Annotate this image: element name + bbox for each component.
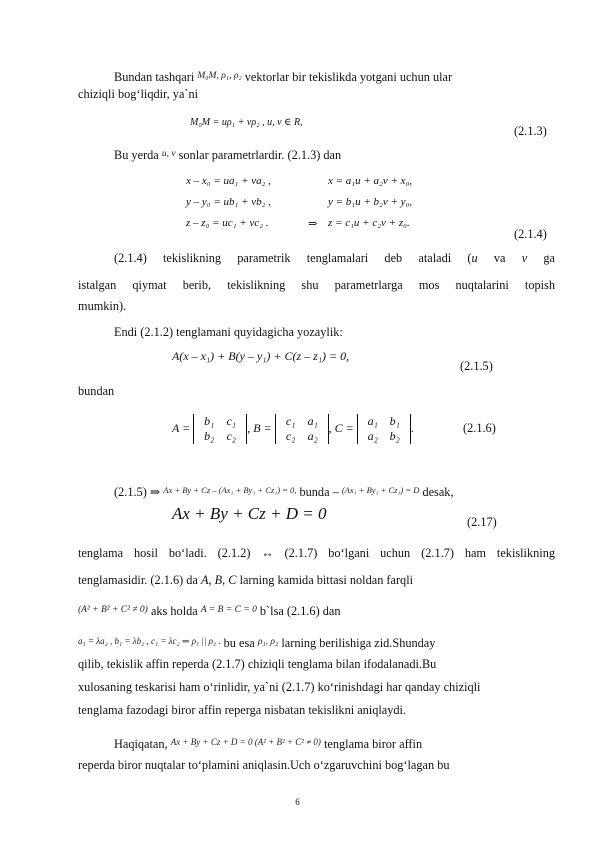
paragraph-4: Endi (2.1.2) tenglamani quyidagicha yozaylik:	[114, 325, 343, 339]
period: .	[410, 420, 414, 435]
text: sonlar parametrlardir. (2.1.3) dan	[178, 148, 342, 162]
paragraph-6-line-1: tenglama hosil bo‘ladi. (2.1.2) ↔ (2.1.7) bo‘lgani uchun (2.1.7) ham tekislikning	[78, 546, 555, 560]
rho-math: ρ₁, ρ₂	[257, 637, 279, 647]
text: vektorlar bir tekislikda yotgani uchun ular	[244, 70, 453, 84]
paragraph-3-line-3: mumkin).	[78, 299, 127, 313]
cell: c₁	[285, 414, 296, 428]
comma: ,	[328, 420, 332, 435]
paragraph-7-line-2: reperda biror nuqtalar to‘plamini aniqlasin.Uch o‘zgaruvchini bog‘lagan bu	[78, 758, 450, 772]
equation-number-2-1-5: (2.1.5)	[460, 359, 493, 373]
system-left-1: x – x₀ = ua₁ + va₂ ,	[186, 175, 271, 187]
det-a-label: A =	[172, 420, 191, 435]
paragraph-1-line-1	[114, 68, 555, 85]
equation-number-2-1-4: (2.1.4)	[514, 227, 547, 241]
equation-2-1-6	[172, 414, 414, 444]
text: larning kamida bittasi noldan farqli	[239, 573, 414, 587]
det-c	[357, 414, 411, 444]
paragraph-7-line-1	[114, 734, 555, 752]
cell: a₂	[367, 429, 378, 443]
implies-arrow: ⇒	[308, 218, 318, 230]
collinear-math: a₁ = λa₂ , b₁ = λb₂ , c₁ = λc₂ ⇒ ρ₁ || ρ₂ .	[78, 636, 221, 646]
cell: c₂	[226, 429, 236, 443]
system-right-1: x = a₁u + a₂v + x₀,	[328, 175, 413, 187]
text: tenglama biror affin	[323, 737, 423, 751]
paragraph-3-line-2: istalgan qiymat berib, tekislikning shu parametrlarga mos nuqtalarini topish	[78, 278, 555, 292]
u-math: u	[471, 251, 478, 265]
text: aks holda	[150, 604, 198, 618]
equation-2-1-5: A(x – x₁) + B(y – y₁) + C(z – z₁) = 0,	[172, 349, 350, 363]
text: Bundan tashqari	[114, 70, 195, 84]
det-a	[193, 414, 247, 444]
cell: c₁	[226, 414, 236, 428]
page-number: 6	[295, 797, 300, 807]
d-def-math: (Ax₁ + By₁ + Cz₁) = D	[341, 485, 420, 495]
text: tenglamasidir. (2.1.6) da	[78, 573, 198, 587]
comma: ,	[247, 420, 251, 435]
det-b	[275, 414, 329, 444]
general-eq-math: Ax + By + Cz + D = 0 (A² + B² + C² ≠ 0)	[170, 737, 321, 747]
expanded-eq-math: Ax + By + Cz – (Ax₁ + By₁ + Cz₁) = 0,	[163, 485, 297, 495]
abc-math: A, B, C	[200, 573, 237, 587]
paragraph-6-line-3	[78, 602, 555, 619]
cell: a₁	[367, 414, 378, 428]
paragraph-6-line-4	[78, 633, 555, 651]
paragraph-2	[114, 146, 555, 163]
text: (2.1.4) tekislikning parametrik tenglamalari deb ataladi (	[114, 251, 472, 265]
equation-number-2-1-3: (2.1.3)	[514, 124, 547, 138]
bundan-text: bundan	[78, 384, 115, 398]
paragraph-3-line-1	[114, 250, 555, 266]
system-right-3: z = c₁u + c₂v + z₀.	[328, 217, 410, 229]
cell: a₁	[307, 414, 318, 428]
paragraph-6-line-5: qilib, tekislik affin reperda (2.1.7) chiziqli tenglama bilan ifodalanadi.Bu	[78, 657, 437, 671]
cell: c₂	[285, 429, 296, 443]
cell: a₂	[307, 429, 318, 443]
text: Bu yerda	[114, 148, 159, 162]
paragraph-6-line-6: xulosaning teskarisi ham o‘rinlidir, ya`ni (2.1.7) ko‘rinishdagi har qanday chiziqli	[78, 680, 481, 694]
det-b-label: B =	[253, 420, 272, 435]
equation-2-1-7: Ax + By + Cz + D = 0	[172, 504, 327, 523]
paragraph-6-line-7: tenglama fazodagi biror affin reperga nisbatan tekislikni aniqlaydi.	[78, 703, 407, 717]
nonzero-math: (A² + B² + C² ≠ 0)	[78, 605, 148, 615]
system-left-2: y – y₀ = ub₁ + vb₂ ,	[186, 196, 271, 208]
text: Haqiqatan,	[114, 737, 168, 751]
cell: b₂	[204, 429, 215, 443]
system-right-2: y = b₁u + b₂v + y₀,	[328, 196, 413, 208]
cell: b₁	[389, 414, 400, 428]
text: desak,	[422, 485, 454, 499]
system-left-3: z – z₀ = uc₁ + vc₂ .	[186, 217, 269, 229]
zero-math: A = B = C = 0	[200, 605, 257, 615]
det-c-label: C =	[334, 420, 354, 435]
text: ga	[543, 251, 555, 265]
text: b`lsa (2.1.6) dan	[259, 604, 341, 618]
equation-number-2-1-6: (2.1.6)	[463, 421, 496, 435]
text: larning berilishiga zid.Shunday	[281, 636, 436, 650]
equation-number-2-1-7: (2.17)	[467, 515, 497, 529]
cell: b₂	[389, 429, 400, 443]
paragraph-6-line-2	[78, 572, 555, 588]
paragraph-1-line-2: chiziqli bog‘liqdir, ya`ni	[78, 87, 199, 101]
equation-2-1-3: M₀M = uρ₁ + vρ₂ , u, v ∈ R,	[190, 117, 303, 128]
params-math: u, v	[161, 149, 176, 159]
text: (2.1.5) ⇒	[114, 485, 161, 499]
text: va	[493, 251, 506, 265]
v-math: v	[521, 251, 528, 265]
paragraph-5	[114, 482, 555, 500]
cell: b₁	[204, 414, 215, 428]
text: bunda –	[299, 485, 339, 499]
vectors-math: M₀M, ρ₁, ρ₂	[197, 71, 242, 81]
text: bu esa	[223, 636, 255, 650]
